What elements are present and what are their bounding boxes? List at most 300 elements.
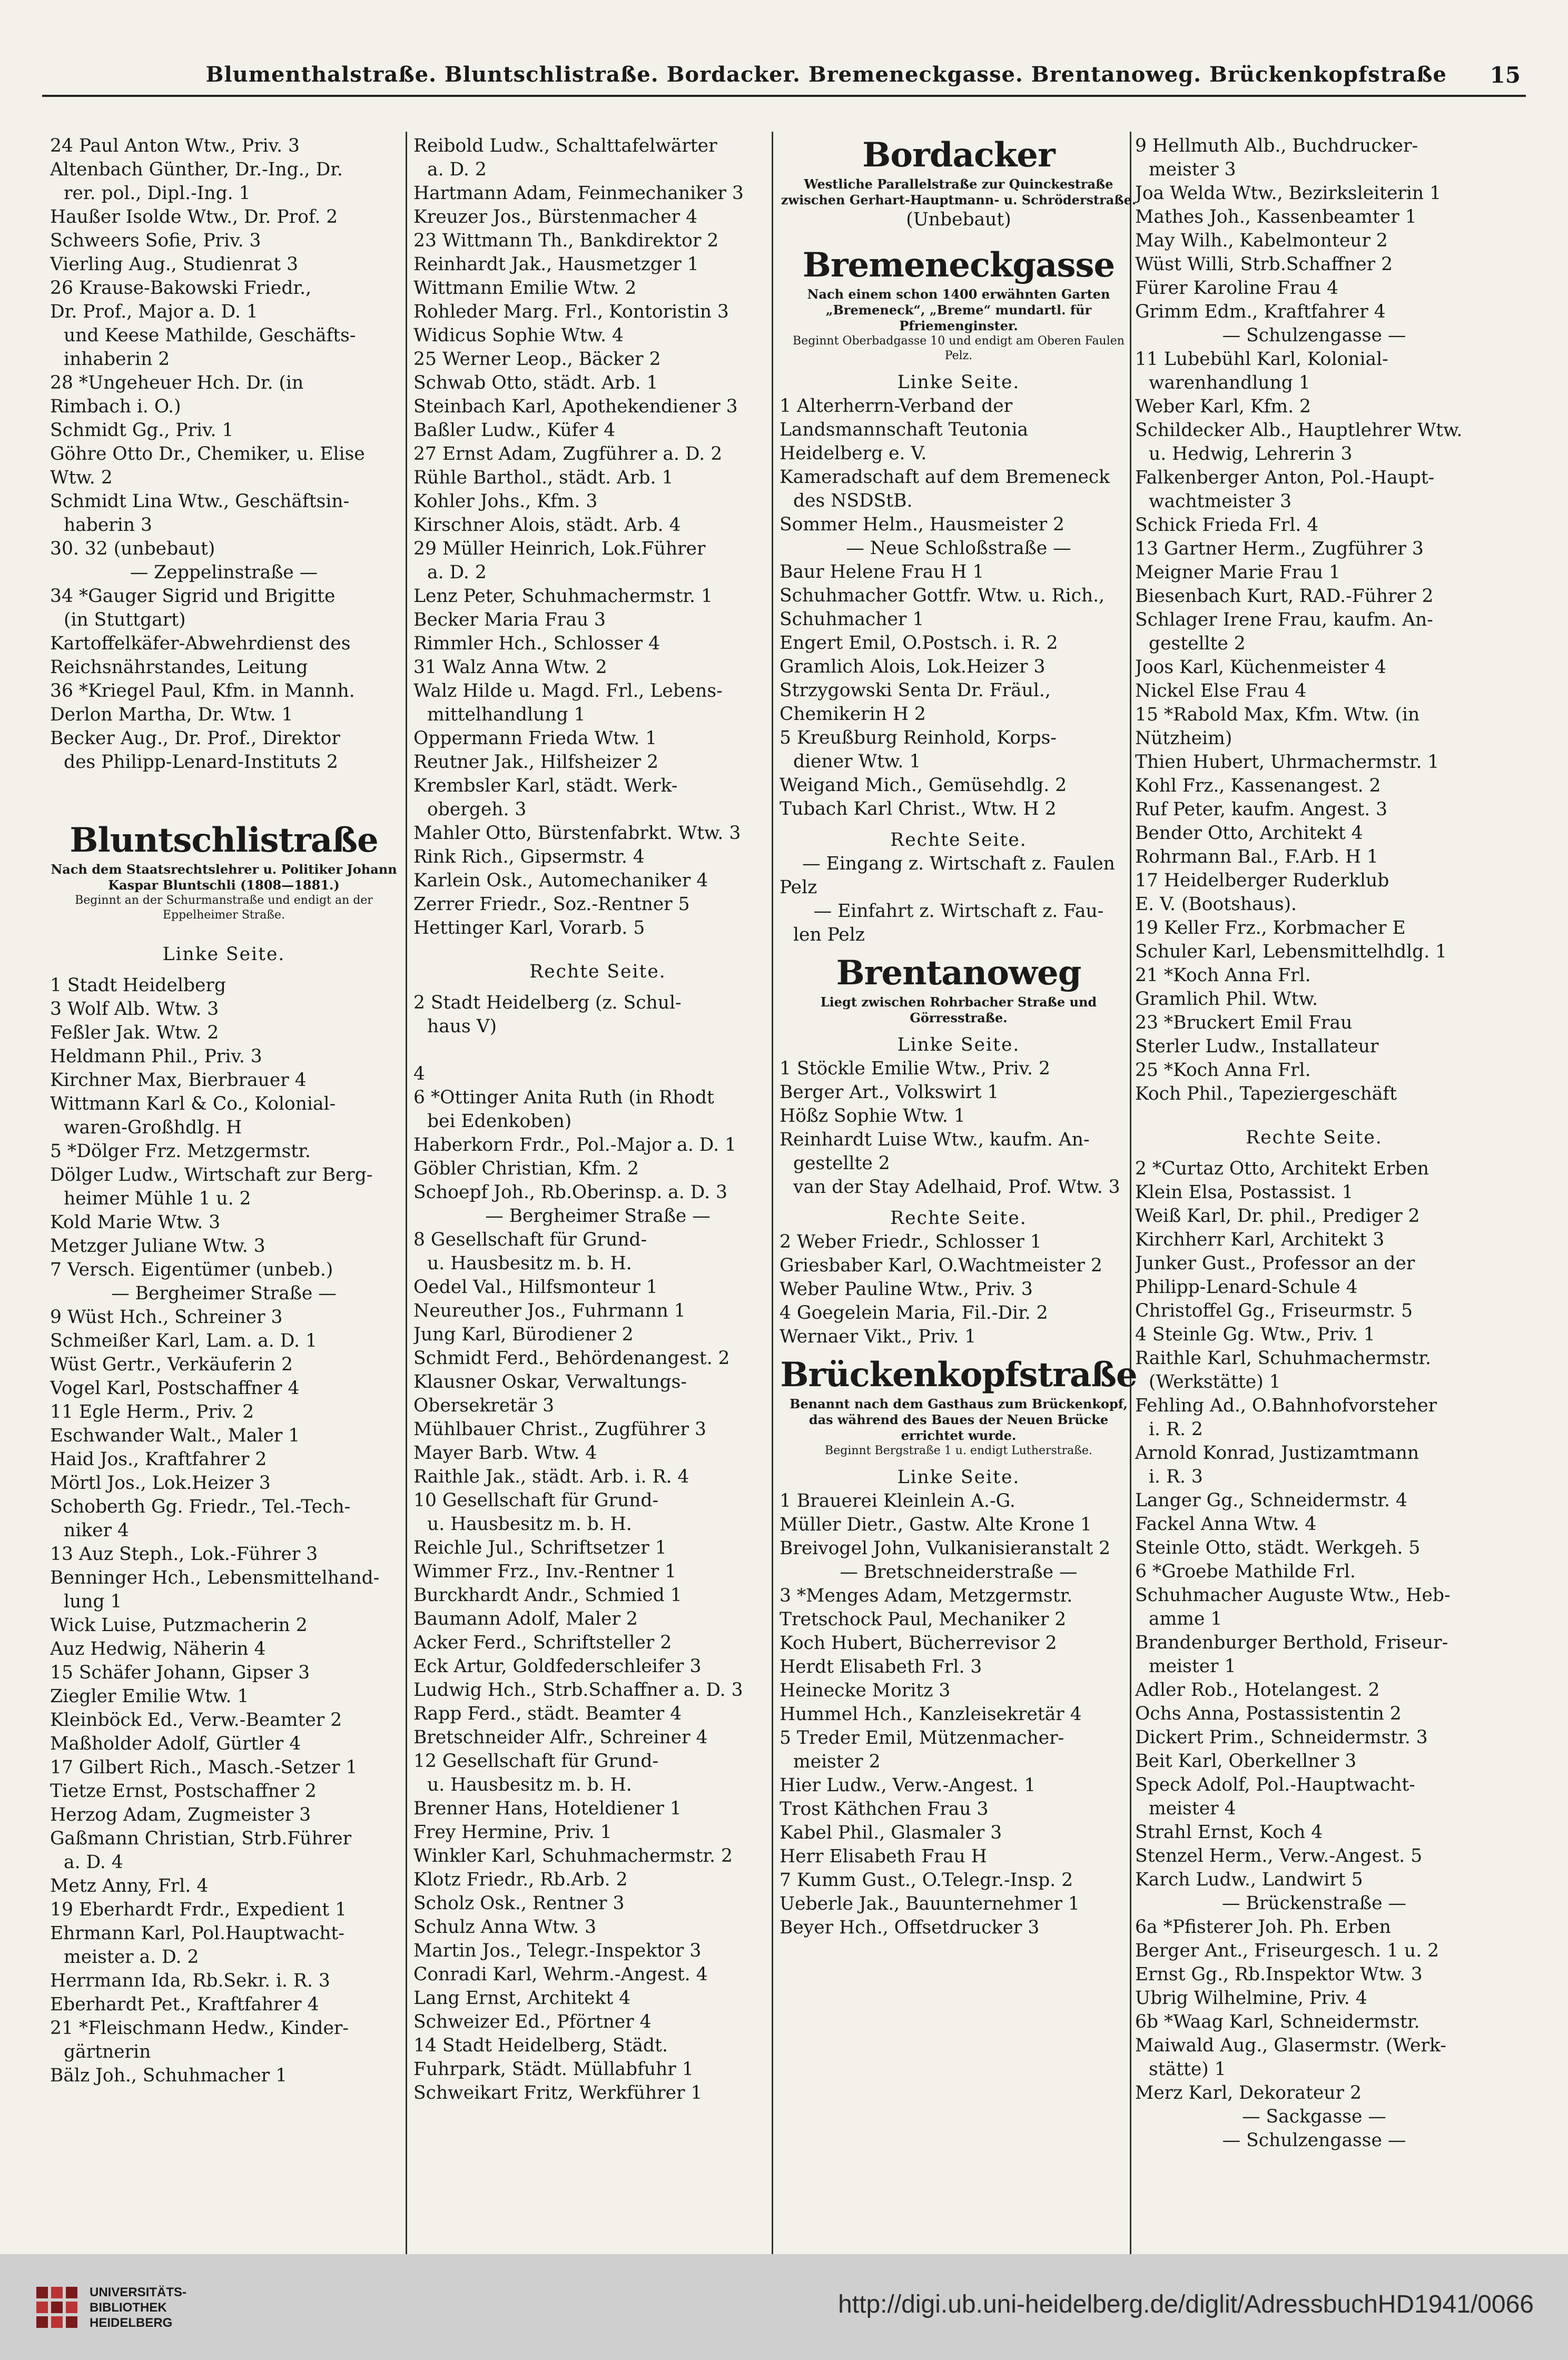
entry-line: Chemikerin H 2 [780, 704, 926, 725]
column-1 [50, 134, 398, 2249]
entry-line: Scholz Osk., Rentner 3 [413, 1893, 625, 1914]
entry-line: a. D. 2 [427, 159, 487, 180]
entry-list [1135, 134, 1493, 1106]
entry-line: Wtw. 2 [50, 467, 113, 488]
entry-line: Hier Ludw., Verw.-Angest. 1 [780, 1775, 1036, 1796]
entry-line: Kleinböck Ed., Verw.-Beamter 2 [50, 1710, 342, 1731]
entry-line: Acker Ferd., Schriftsteller 2 [413, 1632, 672, 1653]
entry-line: Schuler Karl, Lebensmittelhdlg. 1 [1135, 941, 1447, 962]
entry-line: 15 Schäfer Johann, Gipser 3 [50, 1662, 310, 1683]
entry-line: lung 1 [64, 1591, 122, 1612]
library-name-line: HEIDELBERG [90, 2316, 173, 2330]
entry-line: inhaberin 2 [64, 349, 170, 370]
entry-line: Reutner Jak., Hilfsheizer 2 [413, 752, 659, 773]
entry-line: Burckhardt Andr., Schmied 1 [413, 1585, 682, 1606]
entry-line: 28 *Ungeheuer Hch. Dr. (in [50, 372, 304, 393]
entry-line: u. Hedwig, Lehrerin 3 [1149, 443, 1353, 465]
entry-line: 4 [413, 1063, 425, 1084]
entry-line: Schmeißer Karl, Lam. a. D. 1 [50, 1330, 318, 1351]
entry-line: Junker Gust., Professor an der [1135, 1253, 1415, 1274]
entry-line: Beyer Hch., Offsetdrucker 3 [780, 1917, 1040, 1938]
page-number: 15 [1490, 62, 1521, 88]
entry-line: gestellte 2 [793, 1153, 890, 1174]
entry-line: Eschwander Walt., Maler 1 [50, 1425, 300, 1446]
entry-line: Tretschock Paul, Mechaniker 2 [780, 1609, 1067, 1630]
section-note: Beginnt Bergstraße 1 u. endigt Lutherstraße. [825, 1444, 1092, 1457]
entry-line: Wick Luise, Putzmacherin 2 [50, 1615, 308, 1636]
entry-line: 29 Müller Heinrich, Lok.Führer [413, 538, 706, 559]
entry-line: obergeh. 3 [427, 799, 527, 820]
entry-line: Joa Welda Wtw., Bezirksleiterin 1 [1135, 183, 1442, 204]
entry-line: Steinle Otto, städt. Werkgeh. 5 [1135, 1537, 1421, 1558]
library-name-line: BIBLIOTHEK [90, 2300, 167, 2315]
entry-line: Steinbach Karl, Apothekendiener 3 [413, 396, 738, 417]
entry-line: Schulz Anna Wtw. 3 [413, 1917, 597, 1938]
entry-line: Walz Hilde u. Magd. Frl., Lebens- [413, 680, 723, 702]
entry-line: Philipp-Lenard-Schule 4 [1135, 1277, 1358, 1298]
entry-line: Schick Frieda Frl. 4 [1135, 515, 1319, 536]
entry-line: Pelz [780, 877, 817, 898]
entry-line: Maßholder Adolf, Gürtler 4 [50, 1733, 301, 1754]
entry-line: a. D. 2 [427, 562, 487, 583]
entry-line: 26 Krause-Bakowski Friedr., [50, 278, 312, 299]
entry-list [780, 394, 1138, 821]
entry-line: Reinhardt Luise Wtw., kaufm. An- [780, 1129, 1090, 1150]
entry-line: mittelhandlung 1 [427, 704, 586, 725]
entry-line: Göhre Otto Dr., Chemiker, u. Elise [50, 443, 365, 465]
entry-line: heimer Mühle 1 u. 2 [64, 1188, 251, 1209]
entry-line: — Sackgasse — [1242, 2106, 1386, 2127]
entry-line: Strahl Ernst, Koch 4 [1135, 1822, 1323, 1843]
entry-line: Jung Karl, Bürodiener 2 [413, 1324, 634, 1345]
entry-line: Hummel Hch., Kanzleisekretär 4 [780, 1704, 1082, 1725]
entry-line: Metz Anny, Frl. 4 [50, 1875, 209, 1897]
entry-line: Langer Gg., Schneidermstr. 4 [1135, 1490, 1407, 1511]
entry-line: Schweers Sofie, Priv. 3 [50, 230, 261, 251]
entry-line: Berger Art., Volkswirt 1 [780, 1082, 999, 1103]
entry-line: Rapp Ferd., städt. Beamter 4 [413, 1703, 682, 1724]
entry-line: Kirschner Alois, städt. Arb. 4 [413, 515, 681, 536]
entry-line: 31 Walz Anna Wtw. 2 [413, 657, 607, 678]
entry-line: 21 *Koch Anna Frl. [1135, 965, 1311, 986]
entry-line: Tietze Ernst, Postschaffner 2 [50, 1781, 317, 1802]
entry-line: Christoffel Gg., Friseurmstr. 5 [1135, 1300, 1413, 1321]
entry-line: warenhandlung 1 [1149, 372, 1310, 393]
entry-line: Trost Käthchen Frau 3 [780, 1799, 989, 1820]
entry-line: 4 Steinle Gg. Wtw., Priv. 1 [1135, 1324, 1375, 1345]
entry-line: 25 Werner Leop., Bäcker 2 [413, 349, 661, 370]
entry-line: Schmidt Lina Wtw., Geschäftsin- [50, 491, 350, 512]
entry-line: Gramlich Alois, Lok.Heizer 3 [780, 656, 1046, 677]
entry-line: Thien Hubert, Uhrmachermstr. 1 [1135, 752, 1439, 773]
entry-line: Obersekretär 3 [413, 1395, 555, 1416]
entry-line: Sommer Helm., Hausmeister 2 [780, 514, 1064, 535]
entry-line: haberin 3 [64, 515, 152, 536]
entry-line: haus V) [427, 1016, 497, 1037]
entry-line: Frey Hermine, Priv. 1 [413, 1822, 612, 1843]
column-3 [780, 134, 1138, 2249]
entry-line: Ruf Peter, kaufm. Angest. 3 [1135, 799, 1388, 820]
entry-line: Strzygowski Senta Dr. Fräul., [780, 680, 1051, 701]
entry-line: i. R. 2 [1149, 1419, 1203, 1440]
entry-line: niker 4 [64, 1520, 129, 1541]
permalink-url[interactable]: http://digi.ub.uni-heidelberg.de/diglit/AdressbuchHD1941/0066 [838, 2290, 1534, 2318]
entry-line: Widicus Sophie Wtw. 4 [413, 325, 624, 346]
entry-line: Schuhmacher Gottfr. Wtw. u. Rich., [780, 585, 1105, 606]
side-label: Rechte Seite. [890, 830, 1027, 851]
entry-line: 36 *Kriegel Paul, Kfm. in Mannh. [50, 680, 355, 702]
column-2 [413, 134, 782, 2249]
entry-line: 21 *Fleischmann Hedw., Kinder- [50, 2018, 349, 2039]
entry-line: Hartmann Adam, Feinmechaniker 3 [413, 183, 744, 204]
entry-line: 30. 32 (unbebaut) [50, 538, 215, 559]
entry-line: Ubrig Wilhelmine, Priv. 4 [1135, 1988, 1367, 2009]
entry-line: 23 *Bruckert Emil Frau [1135, 1012, 1353, 1033]
entry-line: 2 Weber Friedr., Schlosser 1 [780, 1231, 1042, 1252]
entry-line: Kold Marie Wtw. 3 [50, 1212, 221, 1233]
side-label: Rechte Seite. [529, 961, 666, 982]
entry-list [1135, 1157, 1493, 2152]
entry-line: Berger Ant., Friseurgesch. 1 u. 2 [1135, 1940, 1439, 1961]
entry-line: Lang Ernst, Architekt 4 [413, 1988, 631, 2009]
entry-line: Schmidt Gg., Priv. 1 [50, 420, 234, 441]
entry-line: 17 Gilbert Rich., Masch.-Setzer 1 [50, 1757, 358, 1778]
entry-line: Vierling Aug., Studienrat 3 [50, 254, 299, 275]
entry-line: gärtnerin [64, 2041, 151, 2062]
entry-line: Brandenburger Berthold, Friseur- [1135, 1632, 1448, 1653]
entry-line: Martin Jos., Telegr.-Inspektor 3 [413, 1940, 702, 1961]
side-label: Linke Seite. [897, 1034, 1020, 1055]
entry-line: 23 Wittmann Th., Bankdirektor 2 [413, 230, 719, 251]
entry-line: Nickel Else Frau 4 [1135, 680, 1307, 702]
column-divider [406, 132, 407, 2254]
entry-list [780, 1489, 1138, 1940]
entry-line: — Zeppelinstraße — [130, 562, 318, 583]
entry-line: Brenner Hans, Hoteldiener 1 [413, 1798, 682, 1819]
entry-line: i. R. 3 [1149, 1466, 1203, 1487]
entry-line: Karch Ludw., Landwirt 5 [1135, 1869, 1363, 1890]
entry-line: Ueberle Jak., Bauunternehmer 1 [780, 1893, 1080, 1914]
entry-line: Schmidt Ferd., Behördenangest. 2 [413, 1348, 730, 1369]
entry-line: — Schulzengasse — [1222, 325, 1406, 346]
entry-line: Lenz Peter, Schuhmachermstr. 1 [413, 586, 713, 607]
entry-line: Schweikart Fritz, Werkführer 1 [413, 2082, 703, 2104]
entry-line: diener Wtw. 1 [793, 751, 921, 772]
entry-line: Rühle Barthol., städt. Arb. 1 [413, 467, 674, 488]
entry-line: Schweizer Ed., Pförtner 4 [413, 2011, 652, 2032]
entry-line: 15 *Rabold Max, Kfm. Wtw. (in [1135, 704, 1420, 725]
entry-line: 12 Gesellschaft für Grund- [413, 1751, 659, 1772]
entry-line: Gaßmann Christian, Strb.Führer [50, 1828, 352, 1849]
entry-line: 11 Lubebühl Karl, Kolonial- [1135, 349, 1388, 370]
entry-line: 1 Stöckle Emilie Wtw., Priv. 2 [780, 1058, 1050, 1079]
entry-line: Fuhrpark, Städt. Müllabfuhr 1 [413, 2059, 694, 2080]
section-note: Nach einem schon 1400 erwähnten Garten „Bremeneck“, „Breme“ mundartl. für Pfriemenginster. [807, 287, 1110, 333]
section-heading-bremeneck: Bremeneckgasse [802, 245, 1115, 285]
entry-line: 27 Ernst Adam, Zugführer a. D. 2 [413, 443, 723, 465]
entry-line: Fehling Ad., O.Bahnhofvorsteher [1135, 1395, 1437, 1416]
entry-line: Nützheim) [1135, 728, 1232, 749]
entry-line: Baur Helene Frau H 1 [780, 561, 984, 582]
entry-line: Rimbach i. O.) [50, 396, 181, 417]
entry-line: 2 *Curtaz Otto, Architekt Erben [1135, 1158, 1429, 1179]
entry-line: u. Hausbesitz m. b. H. [427, 1774, 632, 1795]
side-label: Rechte Seite. [1246, 1127, 1383, 1148]
entry-line: Karlein Osk., Automechaniker 4 [413, 870, 708, 891]
entry-line: Krembsler Karl, städt. Werk- [413, 775, 678, 796]
entry-line: bei Edenkoben) [427, 1111, 572, 1132]
section-heading-brueckenkopf: Brückenkopfstraße [780, 1355, 1137, 1395]
entry-line: — Bretschneiderstraße — [840, 1562, 1078, 1583]
entry-list [50, 134, 398, 774]
entry-line: amme 1 [1149, 1608, 1222, 1630]
entry-line: Schoepf Joh., Rb.Oberinsp. a. D. 3 [413, 1182, 728, 1203]
entry-line: Maiwald Aug., Glasermstr. (Werk- [1135, 2035, 1446, 2056]
entry-line: Arnold Konrad, Justizamtmann [1135, 1443, 1419, 1464]
entry-line: Haid Jos., Kraftfahrer 2 [50, 1449, 267, 1470]
entry-line: 5 *Dölger Frz. Metzgermstr. [50, 1141, 311, 1162]
entry-line: May Wilh., Kabelmonteur 2 [1135, 230, 1388, 251]
entry-line: 6a *Pfisterer Joh. Ph. Erben [1135, 1917, 1391, 1938]
entry-line: 19 Keller Frz., Korbmacher E [1135, 917, 1406, 939]
entry-line: — Bergheimer Straße — [485, 1206, 711, 1227]
entry-line: Haberkorn Frdr., Pol.-Major a. D. 1 [413, 1134, 736, 1156]
entry-line: Grimm Edm., Kraftfahrer 4 [1135, 301, 1386, 322]
entry-line: gestellte 2 [1149, 633, 1246, 654]
entry-line: Koch Phil., Tapeziergeschäft [1135, 1083, 1397, 1104]
entry-line: (in Stuttgart) [64, 609, 186, 630]
entry-line: Ziegler Emilie Wtw. 1 [50, 1686, 249, 1707]
entry-line: Oedel Val., Hilfsmonteur 1 [413, 1277, 658, 1298]
entry-line: des Philipp-Lenard-Instituts 2 [64, 752, 338, 773]
entry-line: Speck Adolf, Pol.-Hauptwacht- [1135, 1774, 1415, 1795]
entry-line: Heinecke Moritz 3 [780, 1680, 951, 1701]
entry-line: Koch Hubert, Bücherrevisor 2 [780, 1633, 1057, 1654]
entry-line: 6b *Waag Karl, Schneidermstr. [1135, 2011, 1420, 2032]
entry-line: Rimmler Hch., Schlosser 4 [413, 633, 660, 654]
entry-line: Neureuther Jos., Fuhrmann 1 [413, 1300, 686, 1321]
section-heading-bluntschli: Bluntschlistraße [70, 821, 378, 860]
entry-line: Wittmann Emilie Wtw. 2 [413, 278, 637, 299]
entry-line: Engert Emil, O.Postsch. i. R. 2 [780, 633, 1058, 654]
column-4 [1135, 134, 1493, 2249]
entry-line: 9 Wüst Hch., Schreiner 3 [50, 1307, 283, 1328]
entry-line: Adler Rob., Hotelangest. 2 [1135, 1680, 1380, 1701]
entry-line [413, 1039, 782, 1062]
entry-line: u. Hausbesitz m. b. H. [427, 1253, 632, 1274]
entry-line: Kameradschaft auf dem Bremeneck [780, 467, 1110, 488]
entry-line: Heldmann Phil., Priv. 3 [50, 1046, 262, 1067]
entry-line: Kreuzer Jos., Bürstenmacher 4 [413, 206, 698, 228]
entry-line: Klotz Friedr., Rb.Arb. 2 [413, 1869, 628, 1890]
entry-line: 1 Stadt Heidelberg [50, 975, 226, 996]
entry-line: wachtmeister 3 [1149, 491, 1292, 512]
section-note: Beginnt an der Schurmanstraße und endigt an der Eppelheimer Straße. [75, 894, 373, 922]
entry-list [50, 974, 398, 2088]
entry-line: Baumann Adolf, Maler 2 [413, 1608, 638, 1630]
entry-line: Mahler Otto, Bürstenfabrkt. Wtw. 3 [413, 823, 741, 844]
entry-line: 1 Brauerei Kleinlein A.-G. [780, 1490, 1015, 1512]
entry-line: Dölger Ludw., Wirtschaft zur Berg- [50, 1164, 373, 1186]
entry-line: Schildecker Alb., Hauptlehrer Wtw. [1135, 420, 1463, 441]
entry-line: Weber Pauline Wtw., Priv. 3 [780, 1279, 1033, 1300]
page-header [42, 58, 1526, 97]
entry-line: Klein Elsa, Postassist. 1 [1135, 1182, 1354, 1203]
entry-line: 9 Hellmuth Alb., Buchdrucker- [1135, 135, 1418, 156]
entry-line: Schuhmacher Auguste Wtw., Heb- [1135, 1585, 1451, 1606]
entry-line: — Eingang z. Wirtschaft z. Faulen [802, 853, 1115, 874]
entry-line: Kartoffelkäfer-Abwehrdienst des [50, 633, 351, 654]
section-note: Nach dem Staatsrechtslehrer u. Politiker Johann Kaspar Bluntschli (1808—1881.) [51, 862, 397, 893]
entry-line: Zerrer Friedr., Soz.-Rentner 5 [413, 894, 690, 915]
entry-line: 1 Alterherrn-Verband der [780, 396, 1013, 417]
entry-line: Wimmer Frz., Inv.-Rentner 1 [413, 1561, 677, 1582]
entry-line: Beit Karl, Oberkellner 3 [1135, 1751, 1357, 1772]
section-heading-bordacker: Bordacker [862, 135, 1055, 175]
entry-line: Hettinger Karl, Vorarb. 5 [413, 917, 645, 939]
section-note: Liegt zwischen Rohrbacher Straße und Görresstraße. [820, 994, 1097, 1025]
entry-line: 11 Egle Herm., Priv. 2 [50, 1401, 254, 1423]
entry-line: Merz Karl, Dekorateur 2 [1135, 2082, 1362, 2104]
library-name-line: UNIVERSITÄTS- [90, 2285, 187, 2299]
section-note: Benannt nach dem Gasthaus zum Brückenkopf, das während des Baues der Neuen Brücke errichtet wurde. [790, 1396, 1128, 1443]
entry-line: Tubach Karl Christ., Wtw. H 2 [780, 798, 1057, 819]
entry-line: — Neue Schloßstraße — [846, 538, 1071, 559]
entry-line: 3 Wolf Alb. Wtw. 3 [50, 999, 219, 1020]
entry-line: meister 2 [793, 1751, 881, 1772]
entry-line: des NSDStB. [793, 490, 913, 511]
side-label: Linke Seite. [897, 372, 1020, 393]
entry-line: Becker Aug., Dr. Prof., Direktor [50, 728, 340, 749]
entry-line: rer. pol., Dipl.-Ing. 1 [64, 183, 251, 204]
entry-line: Herr Elisabeth Frau H [780, 1846, 987, 1867]
entry-line: Baßler Ludw., Küfer 4 [413, 420, 616, 441]
entry-line: Heidelberg e. V. [780, 443, 927, 464]
entry-line: Ernst Gg., Rb.Inspektor Wtw. 3 [1135, 1964, 1423, 1985]
entry-line: meister 1 [1149, 1656, 1236, 1677]
university-library-logo-icon [34, 2285, 80, 2330]
entry-line: Rink Rich., Gipsermstr. 4 [413, 846, 645, 867]
entry-line: Benninger Hch., Lebensmittelhand- [50, 1567, 380, 1588]
entry-line: Auz Hedwig, Näherin 4 [50, 1638, 266, 1660]
entry-line: Conradi Karl, Wehrm.-Angest. 4 [413, 1964, 708, 1985]
entry-line: Bälz Joh., Schuhmacher 1 [50, 2065, 288, 2086]
entry-list [413, 991, 782, 2105]
entry-line: Reichsnährstandes, Leitung [50, 657, 308, 678]
entry-line: Gramlich Phil. Wtw. [1135, 989, 1318, 1010]
entry-line: Ludwig Hch., Strb.Schaffner a. D. 3 [413, 1680, 743, 1701]
entry-line: E. V. (Bootshaus). [1135, 894, 1297, 915]
entry-line: Wernaer Vikt., Priv. 1 [780, 1326, 977, 1347]
entry-line: Kirchner Max, Bierbrauer 4 [50, 1070, 307, 1091]
section-note: Beginnt Oberbadgasse 10 und endigt am Oberen Faulen Pelz. [793, 334, 1125, 362]
entry-line: Vogel Karl, Postschaffner 4 [50, 1378, 300, 1399]
entry-line: Mühlbauer Christ., Zugführer 3 [413, 1419, 706, 1440]
entry-line: Bender Otto, Architekt 4 [1135, 823, 1363, 844]
entry-line: Raithle Jak., städt. Arb. i. R. 4 [413, 1466, 689, 1487]
entry-line: 10 Gesellschaft für Grund- [413, 1490, 659, 1511]
entry-list [780, 1230, 1138, 1349]
entry-line: Winkler Karl, Schuhmachermstr. 2 [413, 1845, 733, 1867]
entry-line: Derlon Martha, Dr. Wtw. 1 [50, 704, 293, 725]
entry-line: Schwab Otto, städt. Arb. 1 [413, 372, 658, 393]
entry-line: Reinhardt Jak., Hausmetzger 1 [413, 254, 699, 275]
entry-line: Ehrmann Karl, Pol.Hauptwacht- [50, 1923, 344, 1944]
entry-line: Weigand Mich., Gemüsehdlg. 2 [780, 775, 1067, 796]
entry-line: meister a. D. 2 [64, 1947, 199, 1968]
entry-line: Metzger Juliane Wtw. 3 [50, 1236, 265, 1257]
entry-line: 7 Kumm Gust., O.Telegr.-Insp. 2 [780, 1870, 1073, 1891]
entry-line: — Bergheimer Straße — [111, 1283, 337, 1304]
entry-line: Joos Karl, Küchenmeister 4 [1135, 657, 1386, 678]
entry-line: Haußer Isolde Wtw., Dr. Prof. 2 [50, 206, 338, 228]
entry-line: 34 *Gauger Sigrid und Brigitte [50, 586, 336, 607]
entry-line: Kabel Phil., Glasmaler 3 [780, 1822, 1002, 1843]
entry-line: stätte) 1 [1149, 2059, 1226, 2080]
entry-line: Kohl Frz., Kassenangest. 2 [1135, 775, 1381, 796]
entry-line: meister 3 [1149, 159, 1236, 180]
entry-line: Wüst Gertr., Verkäuferin 2 [50, 1354, 293, 1375]
entry-line: a. D. 4 [64, 1852, 123, 1873]
entry-line: Weber Karl, Kfm. 2 [1135, 396, 1311, 417]
entry-line: len Pelz [793, 924, 865, 945]
side-label: Rechte Seite. [890, 1208, 1027, 1229]
entry-list [780, 1057, 1138, 1199]
entry-line: 8 Gesellschaft für Grund- [413, 1229, 647, 1250]
entry-line: 5 Kreußburg Reinhold, Korps- [780, 727, 1057, 748]
entry-line: 17 Heidelberger Ruderklub [1135, 870, 1389, 891]
entry-line: Breivogel John, Vulkanisieranstalt 2 [780, 1538, 1111, 1559]
entry-line: — Einfahrt z. Wirtschaft z. Fau- [813, 901, 1104, 922]
entry-line: Rohleder Marg. Frl., Kontoristin 3 [413, 301, 729, 322]
entry-line: Göbler Christian, Kfm. 2 [413, 1158, 639, 1179]
entry-line: Kohler Johs., Kfm. 3 [413, 491, 598, 512]
entry-line: und Keese Mathilde, Geschäfts- [64, 325, 356, 346]
entry-line: Griesbaber Karl, O.Wachtmeister 2 [780, 1255, 1102, 1276]
entry-line: Fackel Anna Wtw. 4 [1135, 1514, 1317, 1535]
entry-line: Wittmann Karl & Co., Kolonial- [50, 1093, 336, 1114]
entry-line: 4 Goegelein Maria, Fil.-Dir. 2 [780, 1302, 1048, 1324]
entry-line: Oppermann Frieda Wtw. 1 [413, 728, 657, 749]
entry-line: Ochs Anna, Postassistentin 2 [1135, 1703, 1402, 1724]
entry-line: Sterler Ludw., Installateur [1135, 1036, 1379, 1057]
entry-line: Mayer Barb. Wtw. 4 [413, 1443, 597, 1464]
entry-line: Hößz Sophie Wtw. 1 [780, 1105, 965, 1127]
entry-line: — Brückenstraße — [1222, 1893, 1406, 1914]
entry-line: Eberhardt Pet., Kraftfahrer 4 [50, 1994, 319, 2015]
entry-line: Mörtl Jos., Lok.Heizer 3 [50, 1473, 271, 1494]
entry-line: Schoberth Gg. Friedr., Tel.-Tech- [50, 1496, 351, 1517]
entry-line: Müller Dietr., Gastw. Alte Krone 1 [780, 1514, 1092, 1535]
entry-line: 25 *Koch Anna Frl. [1135, 1060, 1311, 1081]
entry-line: 24 Paul Anton Wtw., Priv. 3 [50, 135, 300, 156]
entry-line: 6 *Ottinger Anita Ruth (in Rhodt [413, 1087, 714, 1108]
side-label: Linke Seite. [897, 1467, 1020, 1488]
entry-line: waren-Großhdlg. H [64, 1117, 242, 1138]
entry-line: Dr. Prof., Major a. D. 1 [50, 301, 258, 322]
entry-line: Reichle Jul., Schriftsetzer 1 [413, 1537, 667, 1558]
entry-line: Fürer Karoline Frau 4 [1135, 278, 1338, 299]
entry-line: 13 Gartner Herm., Zugführer 3 [1135, 538, 1424, 559]
entry-line: Altenbach Günther, Dr.-Ing., Dr. [50, 159, 343, 180]
entry-list [413, 134, 782, 940]
entry-line: Bretschneider Alfr., Schreiner 4 [413, 1727, 708, 1748]
viewer-footer [0, 2254, 1568, 2360]
entry-line: Mathes Joh., Kassenbeamter 1 [1135, 206, 1417, 228]
entry-line: u. Hausbesitz m. b. H. [427, 1514, 632, 1535]
entry-line: 2 Stadt Heidelberg (z. Schul- [413, 992, 682, 1013]
entry-line: — Schulzengasse — [1222, 2130, 1406, 2151]
